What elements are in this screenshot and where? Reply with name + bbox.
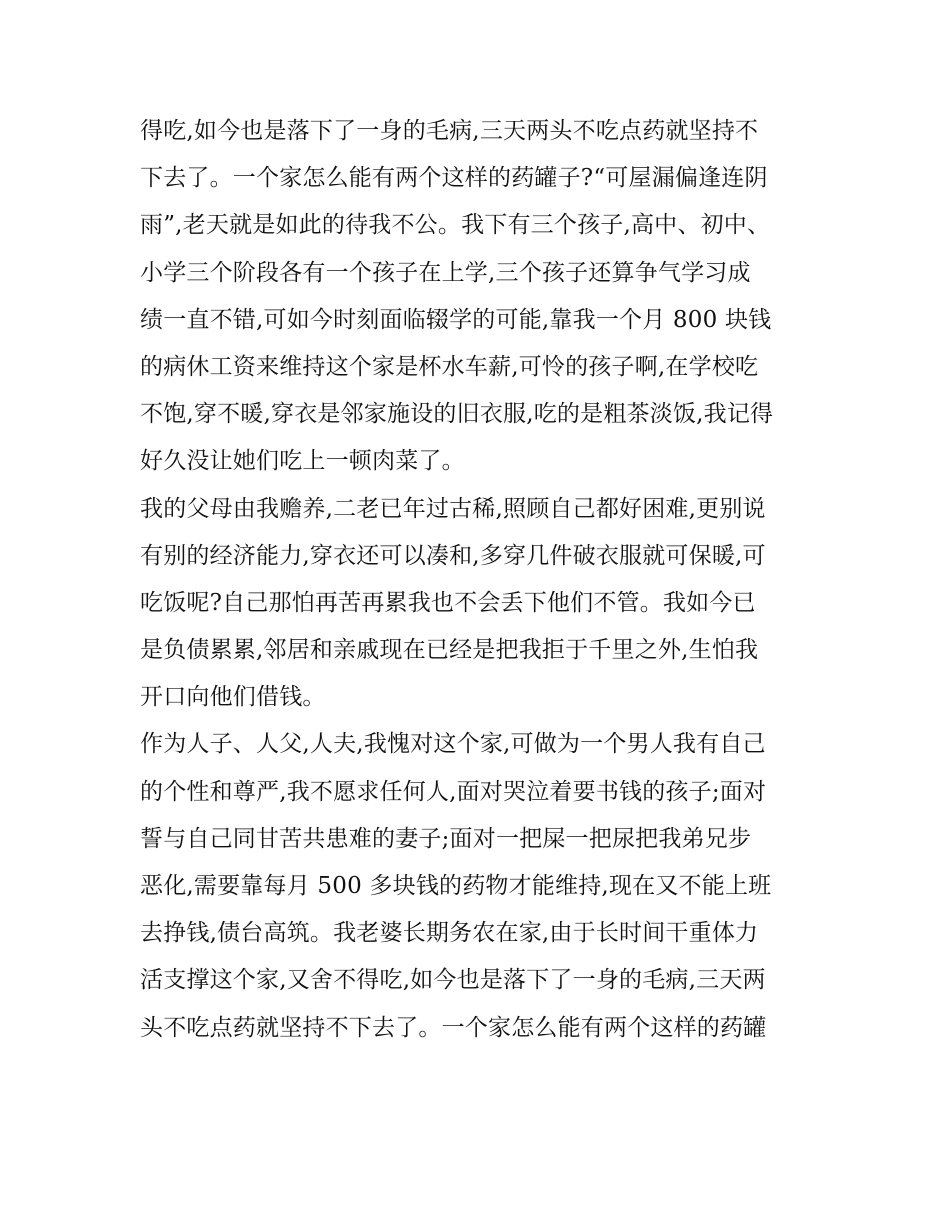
text-line: 雨”,老天就是如此的待我不公。我下有三个孩子,高中、初中、 bbox=[140, 212, 771, 239]
body-text bbox=[140, 108, 820, 1052]
text-line: 誓与自己同甘苦共患难的妻子;面对一把屎一把尿把我弟兄步 bbox=[140, 825, 752, 852]
text-line: 活支撑这个家,又舍不得吃,如今也是落下了一身的毛病,三天两 bbox=[140, 967, 766, 994]
text-line: 吃饭呢?自己那怕再苦再累我也不会丢下他们不管。我如今已 bbox=[140, 589, 756, 616]
text-line: 作为人子、人父,人夫,我愧对这个家,可做为一个男人我有自己 bbox=[140, 731, 766, 758]
text-line: 好久没让她们吃上一顿肉菜了。 bbox=[140, 448, 465, 475]
text-line: 去挣钱,债台高筑。我老婆长期务农在家,由于长时间干重体力 bbox=[140, 920, 759, 947]
text-line: 恶化,需要靠每月 500 多块钱的药物才能维持,现在又不能上班 bbox=[140, 873, 772, 899]
text-line: 得吃,如今也是落下了一身的毛病,三天两头不吃点药就坚持不 bbox=[140, 118, 759, 144]
text-line: 有别的经济能力,穿衣还可以凑和,多穿几件破衣服就可保暖,可 bbox=[140, 542, 766, 569]
text-line: 小学三个阶段各有一个孩子在上学,三个孩子还算争气学习成 bbox=[140, 259, 751, 286]
text-line: 开口向他们借钱。 bbox=[140, 684, 326, 711]
text-line: 我的父母由我赡养,二老已年过古稀,照顾自己都好困难,更别说 bbox=[140, 495, 766, 522]
text-line: 绩一直不错,可如今时刻面临辍学的可能,靠我一个月 800 块钱 bbox=[140, 306, 772, 333]
text-line: 下去了。一个家怎么能有两个这样的药罐子?“可屋漏偏逢连阴 bbox=[140, 165, 768, 192]
text-line: 的病休工资来维持这个家是杯水车薪,可怜的孩子啊,在学校吃 bbox=[140, 353, 759, 380]
text-line: 是负债累累,邻居和亲戚现在已经是把我拒于千里之外,生怕我 bbox=[140, 637, 759, 664]
text-line: 的个性和尊严,我不愿求任何人,面对哭泣着要书钱的孩子;面对 bbox=[140, 778, 767, 805]
text-line: 头不吃点药就坚持不下去了。一个家怎么能有两个这样的药罐 bbox=[140, 1014, 767, 1041]
text-line: 不饱,穿不暖,穿衣是邻家施设的旧衣服,吃的是粗茶淡饭,我记得 bbox=[140, 401, 774, 428]
